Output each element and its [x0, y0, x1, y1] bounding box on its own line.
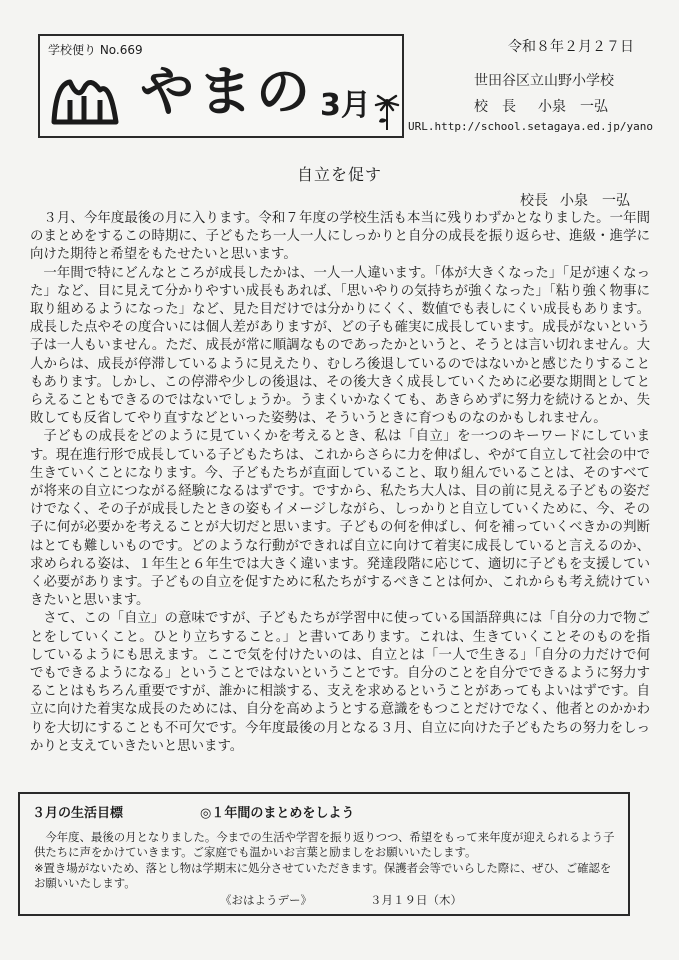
- flower-icon: [372, 92, 402, 132]
- school-name: 世田谷区立山野小学校: [474, 73, 614, 89]
- issue-date: 令和８年２月２７日: [508, 39, 634, 55]
- article-title: 自立を促す: [296, 165, 382, 184]
- school-url[interactable]: URL.http://school.setagaya.ed.jp/yano: [408, 120, 654, 133]
- newsletter-title: やまの: [140, 60, 314, 123]
- life-goal-text: ◎１年間のまとめをしよう: [200, 806, 355, 821]
- masthead: [38, 34, 404, 138]
- principal-title: 校 長: [474, 99, 516, 115]
- article-paragraph: ３月、今年度最後の月に入ります。令和７年度の学校生活も本当に残りわずかとなりました。一年間のまとめをするこの時期に、子どもたち一人一人にしっかりと自分の成長を振り返らせ、進級・進学に向けた期待と希望をもたせたいと思います。: [30, 211, 650, 263]
- bleed-through-mark: [420, 12, 440, 38]
- issue-month: 3月: [320, 88, 371, 123]
- event-name: 《おはようデー》: [220, 893, 312, 907]
- life-goal-box: [18, 792, 630, 916]
- article-paragraph: さて、この「自立」の意味ですが、子どもたちが学習中に使っている国語辞典には「自分の力で物ごとをしていくこと。ひとり立ちすること。」と書いてあります。これは、生きていくことそのものを指しているようにも思えます。ここで気を付けたいのは、自立とは「一人で生きる」「自分の力だけで何でもできるようになる」ということではないということです。自分のことを自分でできるように努力することはもちろん重要ですが、誰かに相談する、支えを求めるということがあってもよいはずです。自立に向けた着実な成長のためには、自分を高めようとする意識をもつことだけでなく、他者とのかかわりを大切にすることも不可欠です。今年度最後の月となる３月、自立に向けた子どもたちの努力をしっかりと支えていきたいと思います。: [30, 611, 650, 754]
- article-paragraph: 子どもの成長をどのように見ていくかを考えるとき、私は「自立」を一つのキーワードにしています。現在進行形で成長している子どもたちは、これからさらに力を伸ばし、やがて自立して社会の中で生きていくことになります。今、子どもたちが直面していること、取り組んでいることは、そのすべてが将来の自立につながる経験になるはずです。ですから、私たち大人は、目の前に見える子どもの姿だけでなく、その子が成長したときの姿もイメージしながら、しっかりと自立していくために、今、その子に何が必要かを考えることが大切だと思います。子どもの何を伸ばし、何を補っていくべきかの判断はとても難しいものです。どのような行動ができれば自立に向けて着実に成長していると言えるのか、求められる姿は、１年生と６年生では大きく違います。発達段階に応じて、適切に子どもを支援していく必要があります。子どもの自立を促すために私たちがするべきことは何か、これからも考え続けていきたいと思います。: [30, 429, 650, 609]
- article-body: [30, 210, 650, 756]
- byline-title: 校長: [520, 193, 548, 209]
- mountain-logo-icon: [50, 70, 120, 126]
- byline-name: 小泉 一弘: [560, 193, 630, 209]
- article-paragraph: 一年間で特にどんなところが成長したかは、一人一人違います。「体が大きくなった」「足が速くなった」など、目に見えて分かりやすい成長もあれば、「思いやりの気持ちが強くなった」「粘り強く物事に取り組めるようになった」など、見た目だけでは分かりにくく、数値でも表しにくい成長もあります。成長した点やその度合いには個人差がありますが、どの子も確実に成長しています。成長がないという子は一人もいません。ただ、成長が常に順調なものであったかというと、そうとは言い切れません。大人からは、成長が停滞しているように見えたり、むしろ後退しているのではないかと感じたりすることもあります。しかし、この停滞や少しの後退は、その後大きく成長していくために必要な期間としてとらえることもできるのではないでしょうか。うまくいかなくても、あきらめずに努力を続けるとか、失敗しても反省してやり直すなどといった姿勢は、そういうときに育つものなのかもしれません。: [30, 265, 650, 427]
- life-goal-body: 今年度、最後の月となりました。今までの生活や学習を振り返りつつ、希望をもって来年度が迎えられるよう子供たちに声をかけていきます。ご家庭でも温かいお言葉と励ましをお願いいたします。: [34, 830, 615, 859]
- article-byline: [520, 190, 630, 210]
- principal-line: [474, 96, 608, 116]
- lost-items-note: ※置き場がないため、落とし物は学期末に処分させていただきます。保護者会等でいらした際に、ぜひ、ご確認をお願いいたします。: [34, 861, 612, 890]
- issue-number: 学校便り No.669: [48, 43, 143, 57]
- principal-name: 小泉 一弘: [538, 99, 608, 115]
- life-goal-heading: ３月の生活目標: [32, 806, 124, 821]
- event-date: ３月１９日（木）: [370, 893, 462, 907]
